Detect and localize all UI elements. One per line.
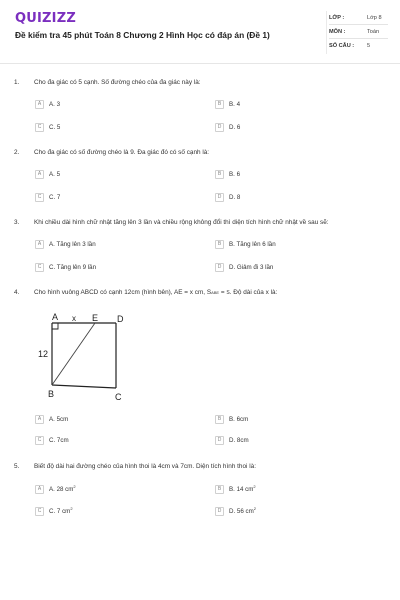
- equals-sign: =: [219, 289, 227, 296]
- option-text: A. Tăng lên 3 lần: [49, 240, 96, 248]
- option-text: B. 6cm: [229, 415, 249, 423]
- question-text-main: Cho hình vuông ABCD có cạnh 12cm (hình bên), AE = x cm, S: [34, 289, 212, 296]
- option-text: [229, 484, 256, 493]
- label-b: B: [48, 389, 55, 399]
- option-letter: D: [215, 263, 224, 272]
- option-letter: B: [215, 170, 224, 179]
- meta-value: 5: [367, 42, 371, 49]
- question-text: Biết độ dài hai đường chéo của hình thoi là 4cm và 7cm. Diện tích hình thoi là:: [34, 463, 256, 470]
- option-text: C. 7cm: [49, 436, 69, 444]
- option-text: D. Giảm đi 3 lần: [229, 263, 274, 271]
- meta-label: MÔN :: [329, 28, 346, 35]
- option-text: [229, 506, 256, 515]
- option-letter: C: [35, 436, 44, 445]
- option-text: D. 8cm: [229, 436, 249, 444]
- area-subscript: ABE: [211, 290, 220, 295]
- option-text: B. Tăng lên 6 lần: [229, 240, 276, 248]
- option-letter: A: [35, 170, 44, 179]
- option-letter: C: [35, 507, 44, 516]
- option-letter: C: [35, 193, 44, 202]
- question-text: Cho đa giác có 5 cạnh. Số đường chéo của đa giác này là:: [34, 79, 201, 86]
- question-text-tail: . Độ dài của x là:: [229, 289, 278, 296]
- option-b[interactable]: [215, 413, 248, 425]
- superscript: 2: [253, 484, 256, 490]
- option-a[interactable]: [35, 168, 60, 180]
- option-c[interactable]: [35, 191, 60, 203]
- option-text: C. Tăng lên 9 lần: [49, 263, 97, 271]
- label-side: 12: [38, 349, 49, 359]
- question-number: 5.: [14, 463, 20, 470]
- option-c[interactable]: [35, 261, 96, 273]
- question-text: [34, 289, 277, 296]
- label-d: D: [117, 314, 124, 324]
- header-divider: [0, 63, 400, 64]
- question-number: 1.: [14, 79, 20, 86]
- option-value: C. 7 cm: [49, 508, 71, 516]
- option-b[interactable]: [215, 168, 240, 180]
- option-letter: C: [35, 123, 44, 132]
- question-number: 3.: [14, 219, 20, 226]
- option-letter: C: [35, 263, 44, 272]
- option-text: A. 3: [49, 100, 61, 108]
- option-text: [49, 506, 73, 515]
- option-d[interactable]: [215, 261, 273, 273]
- option-letter: B: [215, 415, 224, 424]
- meta-value: Toán: [367, 28, 380, 35]
- option-text: D. 6: [229, 123, 241, 131]
- option-text: B. 6: [229, 170, 241, 178]
- meta-row-subject: [329, 25, 388, 39]
- option-letter: A: [35, 485, 44, 494]
- option-d[interactable]: [215, 505, 256, 517]
- fraction-area: S: [226, 290, 230, 296]
- option-a[interactable]: [35, 483, 76, 495]
- meta-label: SỐ CÂU :: [329, 42, 355, 49]
- option-text: D. 8: [229, 193, 241, 201]
- question-number: 2.: [14, 149, 20, 156]
- option-letter: A: [35, 100, 44, 109]
- option-a[interactable]: [35, 238, 96, 250]
- option-c[interactable]: [35, 121, 60, 133]
- meta-row-count: [329, 39, 388, 52]
- option-text: C. 7: [49, 193, 61, 201]
- superscript: 2: [253, 506, 256, 512]
- option-letter: A: [35, 240, 44, 249]
- option-c[interactable]: [35, 434, 69, 446]
- label-c: C: [115, 392, 122, 402]
- label-a: A: [52, 312, 59, 322]
- option-b[interactable]: [215, 98, 240, 110]
- question-text: Cho đa giác có số đường chéo là 9. Đa giác đó có số cạnh là:: [34, 149, 210, 156]
- option-letter: B: [215, 100, 224, 109]
- option-c[interactable]: [35, 505, 73, 517]
- option-value: A. 28 cm: [49, 486, 74, 494]
- question-text: Khi chiều dài hình chữ nhật tăng lên 3 lần và chiều rộng không đổi thì diện tích hình chữ nhật về sau sẽ:: [34, 219, 329, 226]
- superscript: 2: [73, 484, 76, 490]
- label-x: x: [72, 314, 76, 323]
- meta-label: LỚP :: [329, 14, 345, 21]
- option-text: A. 5: [49, 170, 61, 178]
- option-text: C. 5: [49, 123, 61, 131]
- option-value: D. 56 cm: [229, 508, 254, 516]
- quizizz-logo: QUIZIZZ: [15, 11, 76, 26]
- option-letter: D: [215, 436, 224, 445]
- meta-row-class: [329, 11, 388, 25]
- option-letter: A: [35, 415, 44, 424]
- option-d[interactable]: [215, 191, 240, 203]
- option-d[interactable]: [215, 434, 249, 446]
- meta-value: Lớp 8: [367, 14, 382, 21]
- superscript: 2: [70, 506, 73, 512]
- option-a[interactable]: [35, 98, 60, 110]
- option-d[interactable]: [215, 121, 240, 133]
- option-letter: D: [215, 507, 224, 516]
- option-text: A. 5cm: [49, 415, 69, 423]
- question-number: 4.: [14, 289, 20, 296]
- option-value: B. 14 cm: [229, 486, 254, 494]
- option-letter: D: [215, 193, 224, 202]
- option-a[interactable]: [35, 413, 68, 425]
- option-letter: D: [215, 123, 224, 132]
- label-e: E: [92, 313, 99, 323]
- option-text: [49, 484, 76, 493]
- page-title: Đề kiểm tra 45 phút Toán 8 Chương 2 Hình Học có đáp án (Đề 1): [15, 30, 270, 40]
- option-text: B. 4: [229, 100, 241, 108]
- square-abcd-figure: [32, 312, 142, 402]
- option-letter: B: [215, 485, 224, 494]
- option-letter: B: [215, 240, 224, 249]
- option-b[interactable]: [215, 483, 256, 495]
- meta-table: [329, 11, 388, 52]
- option-b[interactable]: [215, 238, 276, 250]
